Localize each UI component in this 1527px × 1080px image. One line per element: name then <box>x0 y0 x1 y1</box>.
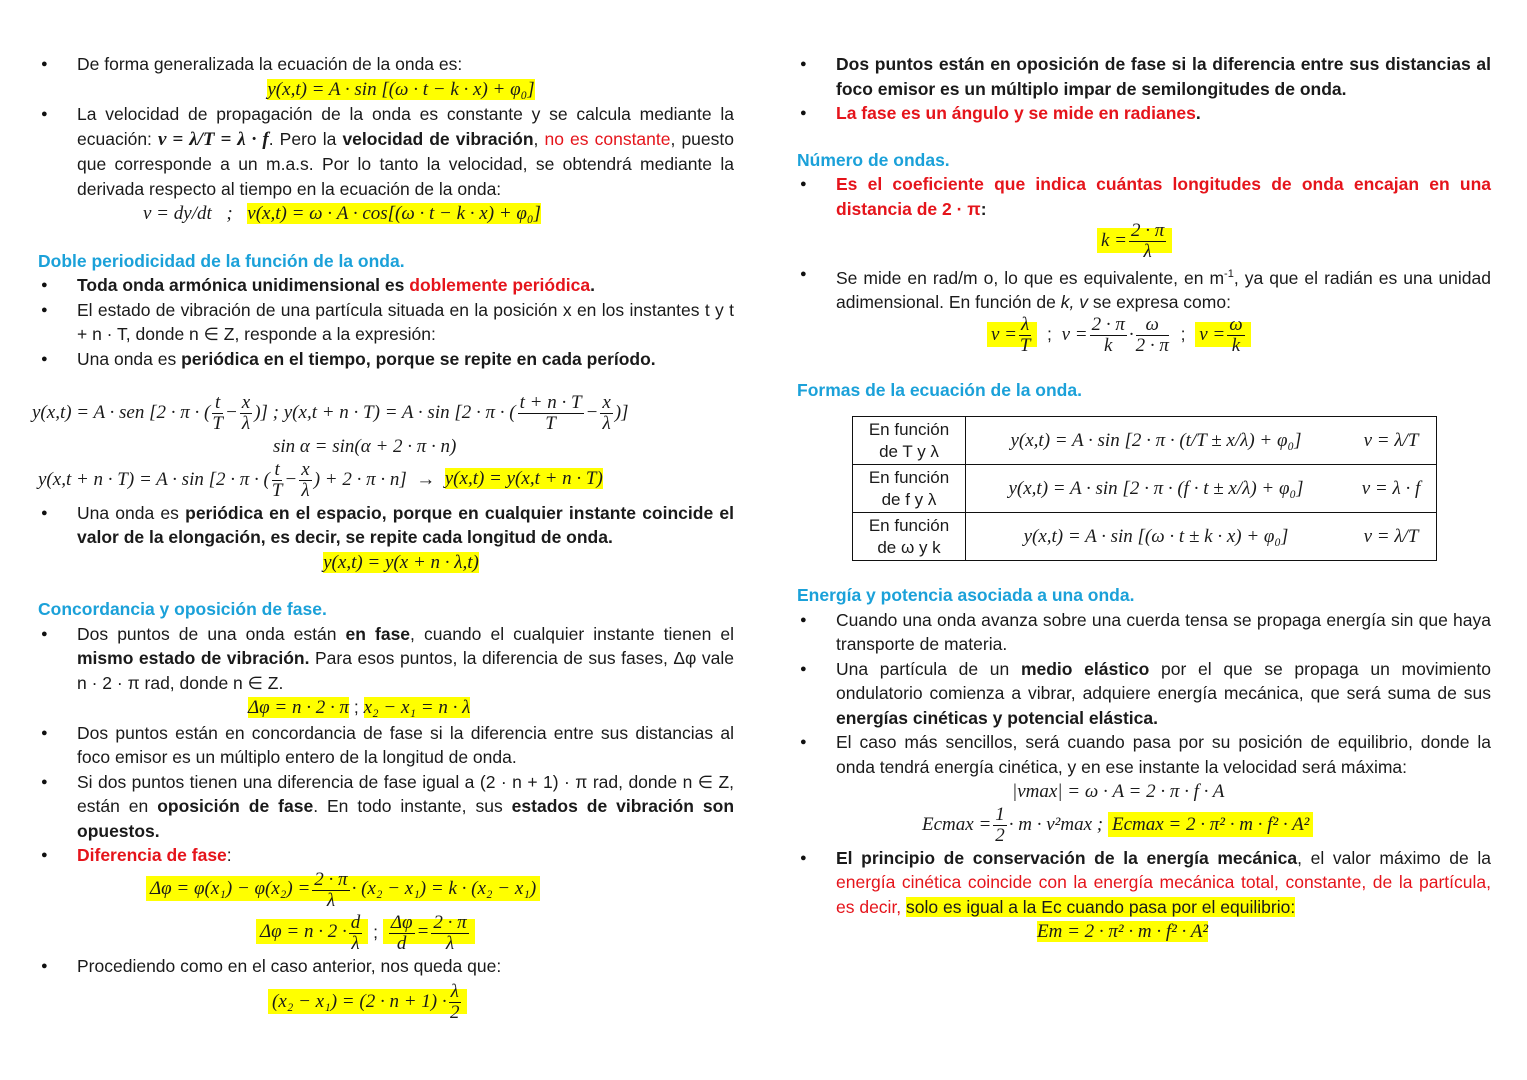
frac-den: λ <box>241 413 251 434</box>
text: , el valor máximo de la <box>1297 847 1491 868</box>
text: Ecmax = <box>922 813 992 835</box>
frac-den: d <box>396 932 407 954</box>
equation: Em = 2 · π² · m · f² · A² <box>1037 921 1209 943</box>
text: Una partícula de un <box>836 658 1021 679</box>
text: La velocidad de propagación de la onda es constante y se calcula mediante la ecuación: <box>77 104 734 149</box>
equation-line: v = $\frac{\lambda}{T}$ ; v = $\frac{2 \cdot \pi}{k}$ · $\frac{\omega}{2 \cdot \pi}$ ; v = $\frac{\omega}{k}$ <box>797 315 1491 356</box>
text: , ya que el radián es una unidad adimensional. En función de <box>836 267 1491 313</box>
text: , puesto que corresponde a un m.a.s. Por lo tanto la velocidad, se obtendrá mediante la derivada respecto al tiempo en la ecuación de la onda: <box>77 128 734 199</box>
frac-den: λ <box>1143 241 1152 262</box>
text: Diferencia de fase <box>77 845 227 865</box>
text: Es el coeficiente que indica cuántas longitudes de onda encajan en una distancia de 2 · π <box>836 174 1491 219</box>
text: v = <box>991 323 1018 345</box>
text: En función <box>868 419 950 439</box>
text: de f y λ <box>881 489 937 509</box>
equation-line: y(x,t + n · T) = A · sin [2 · π · ( $\frac{t}{T}$ − $\frac{x}{\lambda}$ ) + 2 · π · n] → y(x,t) = y(x,t + n · T) <box>38 458 603 501</box>
table-cell: y(x,t) = A · sin [2 · π · (f · t ± x/λ) + φ₀] <box>966 465 1347 513</box>
text: energía cinética coincide con la energía mecánica total, constante, de la partícula, es decir, <box>836 872 1491 917</box>
table-cell <box>853 513 966 561</box>
list-item <box>797 608 1491 657</box>
equation-line: y(x,t) = A · sen [2 · π · ( $\frac{t}{T}$ − $\frac{x}{\lambda}$ )] ; y(x,t + n · T) = A · sin [2 · π · ( $\frac{t + n \cdot T}{T}$ − $\frac{x}{\lambda}$ )] <box>32 392 629 434</box>
equation <box>922 803 1104 846</box>
frac-num: 2 · π <box>433 911 467 933</box>
frac-den: λ <box>301 479 310 501</box>
text: y(x,t + n · T) = A · sin [2 · π · ( <box>38 468 270 490</box>
text: v = <box>1199 323 1226 345</box>
equation <box>987 313 1037 356</box>
list-item <box>38 954 734 979</box>
text: El caso más sencillos, será cuando pasa por su posición de equilibrio, donde la onda tendrá energía cinética, y en ese instante la velocidad será máxima: <box>836 732 1491 777</box>
text: ) + 2 · π · n] <box>313 468 407 490</box>
text: energías cinéticas y potencial elástica. <box>836 707 1158 728</box>
formula: v = λ/T = λ · f <box>158 128 269 150</box>
text: doblemente periódica <box>409 275 591 295</box>
text: solo es igual a la Ec cuando pasa por el equilibrio: <box>906 896 1296 917</box>
text: Una onda es <box>77 348 182 369</box>
text: Dos puntos de una onda están <box>77 623 346 644</box>
frac-num: x <box>602 392 611 413</box>
equation <box>146 868 540 911</box>
list-item <box>38 622 734 696</box>
left-column: ● De forma generalizada la ecuación de la onda es: y(x,t) = A · sin [(ω · t − k · x) + φ₀] ● La velocidad de propagación de la onda es constante y se calcula mediante la ecuación: v = λ/T = λ · f. Pero la velocidad de vibración, no es constante, puesto que corresponde a un m.a.s. Por lo tanto la velocidad, se obtendrá mediante la derivada respecto al tiempo en la ecuación de la onda: v = dy/dt ; v(x,t) = ω · A · cos[(ω · t − k · x) + φ₀] Doble periodicidad de la función de la onda. ● Toda onda armónica unidimensional es doblemente periódica. ● El estado de vibración de una partícula situada en la posición x en los instantes t y t + n · T, donde n ∈ Z, responde a la expresión: ● Una onda es periódica en el tiempo, porque se repite en cada período. y(x,t) = A · sen [2 · π · ( $\frac{t}{T}$ − $\frac{x}{\lambda}$ )] ; y(x,t + n · T) = A · sin [2 · π · ( $\frac{t + n \cdot T}{T}$ − $\frac{x}{\lambda}$ )] sin α = sin(α + 2 · π · n) y(x,t + n · T) = A · sin [2 · π · ( $\frac{t}{T}$ − $\frac{x}{\lambda}$ ) + 2 · π · n] → y(x,t) = y(x,t + n · T) ● Una onda es periódica en el espacio, porque en cualquier instante coincide el valor de la elongación, es decir, se repite cada longitud de onda. y(x,t) = y(x + n · λ,t) Concordancia y oposición de fase. ● Dos puntos de una onda están en fase, cuando el cualquier instante tienen el mismo estado de vibración. Para esos puntos, la diferencia de sus fases, Δφ vale n · 2 · π rad, donde n ∈ Z. Δφ = n · 2 · π ; x₂ − x₁ = n · λ ● Dos puntos están en concordancia de fase si la diferencia entre sus distancias al foco emisor es un múltiplo entero de la longitud de onda. ● Si dos puntos tienen una diferencia de fase igual a (2 · n + 1) · π rad, donde n ∈ Z, están en oposición de fase. En todo instante, sus estados de vibración son opuestos. ● Diferencia de fase: Δφ = φ(x₁) − φ(x₂) = $\frac{2 \cdot \pi}{\lambda}$ · (x₂ − x₁) = k · (x₂ − x₁) Δφ = n · 2 · $\frac{d}{\lambda}$ ; $\frac{\Delta\varphi}{d}$ = $\frac{2 \cdot \pi}{\lambda}$ ● Procediendo como en el caso anterior, nos queda que: (x₂ − x₁) = (2 · n + 1) · $\frac{\lambda}{2}$ <box>38 52 734 1023</box>
frac-den: 2 <box>995 824 1005 846</box>
frac-num: ω <box>1229 313 1243 335</box>
text: y(x,t) = A · sen [2 · π · ( <box>32 401 211 423</box>
frac-den: k <box>1231 334 1241 356</box>
text: de T y λ <box>879 441 939 461</box>
equation: v = dy/dt <box>143 203 212 224</box>
wave-equation: y(x,t) = A · sin [(ω · t − k · x) + φ₀] <box>267 78 535 100</box>
list-item <box>38 721 734 770</box>
frac-num: d <box>350 911 361 933</box>
text: · m · v²max ; <box>1008 813 1104 835</box>
equation: |vmax| = ω · A = 2 · π · f · A <box>1012 781 1225 803</box>
frac-den: λ <box>445 932 455 954</box>
text: , cuando el cualquier instante tienen el <box>410 623 734 644</box>
table-cell: v = λ/T <box>1346 513 1437 561</box>
table-cell <box>853 465 966 513</box>
table-row <box>853 417 1437 465</box>
frac-den: T <box>271 479 283 501</box>
frac-num: λ <box>450 981 459 1002</box>
text: Para esos puntos, la diferencia de sus fases, Δφ vale n · 2 · π rad, donde n ∈ Z. <box>77 648 734 693</box>
section-heading: Doble periodicidad de la función de la onda. <box>38 250 405 271</box>
separator: ; <box>226 203 233 224</box>
table-cell: y(x,t) = A · sin [(ω · t ± k · x) + φ₀] <box>966 513 1347 561</box>
equation <box>1195 313 1250 356</box>
frac-den: T <box>1019 334 1031 356</box>
equation: sin α = sin(α + 2 · π · n) <box>273 436 457 457</box>
text: En función <box>868 515 950 535</box>
text: no es constante <box>544 128 671 149</box>
text: )] ; y(x,t + n · T) = A · sin [2 · π · ( <box>254 401 516 423</box>
list-item <box>38 770 734 844</box>
text: periódica en el espacio, porque en cualquier instante coincide el valor de la elongación, es decir, se repite cada longitud de onda. <box>77 502 734 547</box>
list-item <box>797 262 1491 315</box>
text: · (x₂ − x₁) = k · (x₂ − x₁) <box>351 878 537 900</box>
text: en fase <box>345 623 411 644</box>
text: estados de vibración son opuestos. <box>77 796 735 841</box>
text: : <box>980 198 987 219</box>
superscript: -1 <box>1224 268 1234 280</box>
text: Δφ = φ(x₁) − φ(x₂) = <box>150 878 311 900</box>
text: El estado de vibración de una partícula situada en la posición x en los instantes t y t + n · T, donde n ∈ Z, responde a la expresión: <box>77 299 734 344</box>
table-cell: y(x,t) = A · sin [2 · π · (t/T ± x/λ) + φ₀] <box>966 417 1347 465</box>
list-item <box>38 347 734 372</box>
table-row <box>853 465 1437 513</box>
equation: x₂ − x₁ = n · λ <box>363 697 471 718</box>
list-item <box>797 730 1491 779</box>
text: . <box>1195 103 1201 123</box>
text: Si dos puntos tienen una diferencia de fase igual a (2 · n + 1) · π rad, donde n ∈ Z, están en <box>77 771 734 816</box>
text: El principio de conservación de la energía mecánica <box>836 847 1298 868</box>
text: Dos puntos están en oposición de fase si la diferencia entre sus distancias al foco emisor es un múltiplo impar de semilongitudes de onda. <box>836 54 1491 99</box>
frac-num: 2 · π <box>314 868 348 890</box>
list-item <box>38 843 734 868</box>
equation <box>1097 220 1172 262</box>
frac-num: Δφ <box>390 911 413 933</box>
list-item <box>797 846 1491 920</box>
frac-num: t <box>272 460 283 481</box>
frac-den: 2 · π <box>1135 334 1169 356</box>
text: medio elástico <box>1020 658 1150 679</box>
frac-num: t + n · T <box>519 392 582 413</box>
text: k, v <box>1060 292 1088 313</box>
equation: Δφ = n · 2 · π <box>248 697 350 718</box>
text: de ω y k <box>877 537 941 557</box>
text: Δφ = n · 2 · <box>260 921 347 943</box>
equation: y(x,t) = y(x,t + n · T) <box>444 468 603 490</box>
frac-den: λ <box>351 932 360 954</box>
right-column <box>797 52 1491 945</box>
equation-line <box>38 870 734 911</box>
list-item <box>38 273 734 298</box>
list-item <box>38 501 734 550</box>
frac-den: T <box>212 413 223 434</box>
text: En función <box>868 467 950 487</box>
section-heading: Formas de la ecuación de la onda. <box>797 379 1082 400</box>
text: : <box>226 845 232 865</box>
text: Dos puntos están en concordancia de fase si la diferencia entre sus distancias al foco emisor es un múltiplo entero de la longitud de onda. <box>77 722 734 767</box>
section-heading: Concordancia y oposición de fase. <box>38 599 327 619</box>
text: Se mide en rad/m o, lo que es equivalente, en m <box>836 267 1225 288</box>
frac-den: k <box>1104 334 1113 356</box>
text: v = <box>1061 323 1088 345</box>
list-item <box>797 657 1491 731</box>
text: . Pero la <box>268 128 343 149</box>
text: mismo estado de vibración. <box>77 648 310 668</box>
frac-den: λ <box>602 413 611 434</box>
frac-den: T <box>545 413 556 434</box>
text: Toda onda armónica unidimensional es <box>77 275 410 295</box>
text: = <box>416 921 430 943</box>
equation-line <box>797 221 1491 262</box>
list-item <box>797 172 1491 221</box>
text: oposición de fase <box>157 796 314 816</box>
table-cell <box>853 417 966 465</box>
equation: Ecmax = 2 · π² · m · f² · A² <box>1108 812 1313 837</box>
list-item <box>38 298 734 347</box>
frac-num: 2 · π <box>1091 313 1125 335</box>
text: , <box>533 128 545 149</box>
text: se expresa como: <box>1087 292 1231 313</box>
equation-line <box>797 805 1491 846</box>
frac-num: ω <box>1136 315 1169 336</box>
list-item <box>38 52 734 77</box>
text: k = <box>1101 229 1128 251</box>
frac-num: 2 · π <box>1131 220 1165 241</box>
table-row <box>853 513 1437 561</box>
equation: v(x,t) = ω · A · cos[(ω · t − k · x) + φ₀] <box>247 203 541 224</box>
equation <box>383 911 475 954</box>
frac-num: x <box>241 392 251 413</box>
text: Cuando una onda avanza sobre una cuerda tensa se propaga energía sin que haya transporte de materia. <box>836 609 1491 655</box>
frac-num: λ <box>1021 313 1030 335</box>
equation <box>268 981 467 1023</box>
text: periódica en el tiempo, porque se repite en cada período. <box>181 348 656 369</box>
text: )] <box>614 401 629 423</box>
list-item <box>797 101 1491 126</box>
table-cell: v = λ · f <box>1346 465 1437 513</box>
equation: y(x,t) = y(x + n · λ,t) <box>323 551 479 573</box>
text: (x₂ − x₁) = (2 · n + 1) · <box>272 990 447 1012</box>
section-heading: Número de ondas. <box>797 149 950 170</box>
wave-equation-forms-table <box>852 416 1437 561</box>
text: por el que se propaga un movimiento ondulatorio comienza a vibrar, adquiere energía mecánica, que será suma de sus <box>836 658 1491 704</box>
frac-num: 1 <box>995 803 1005 825</box>
table-cell: v = λ/T <box>1346 417 1437 465</box>
frac-den: 2 <box>449 1002 460 1023</box>
arrow: → <box>416 468 436 490</box>
text: . En todo instante, sus <box>313 796 512 816</box>
frac-den: λ <box>326 889 336 911</box>
list-item <box>797 52 1491 101</box>
frac-num: x <box>301 458 310 480</box>
frac-num: t <box>212 393 223 414</box>
text: De forma generalizada la ecuación de la onda es: <box>77 54 463 74</box>
list-item <box>38 102 734 201</box>
section-heading: Energía y potencia asociada a una onda. <box>797 585 1135 606</box>
text: La fase es un ángulo y se mide en radianes <box>836 103 1196 123</box>
text: . <box>590 275 595 295</box>
equation-line: Δφ = n · 2 · $\frac{d}{\lambda}$ ; $\frac{\Delta\varphi}{d}$ = $\frac{2 \cdot \pi}{\lambda}$ <box>38 913 734 954</box>
equation-line <box>38 982 734 1023</box>
text: Procediendo como en el caso anterior, nos queda que: <box>77 955 502 976</box>
text: velocidad de vibración <box>342 128 534 149</box>
text: Una onda es <box>77 502 186 523</box>
equation: v = $\frac{2 \cdot \pi}{k}$ · $\frac{\omega}{2 \cdot \pi}$ <box>1061 313 1169 356</box>
